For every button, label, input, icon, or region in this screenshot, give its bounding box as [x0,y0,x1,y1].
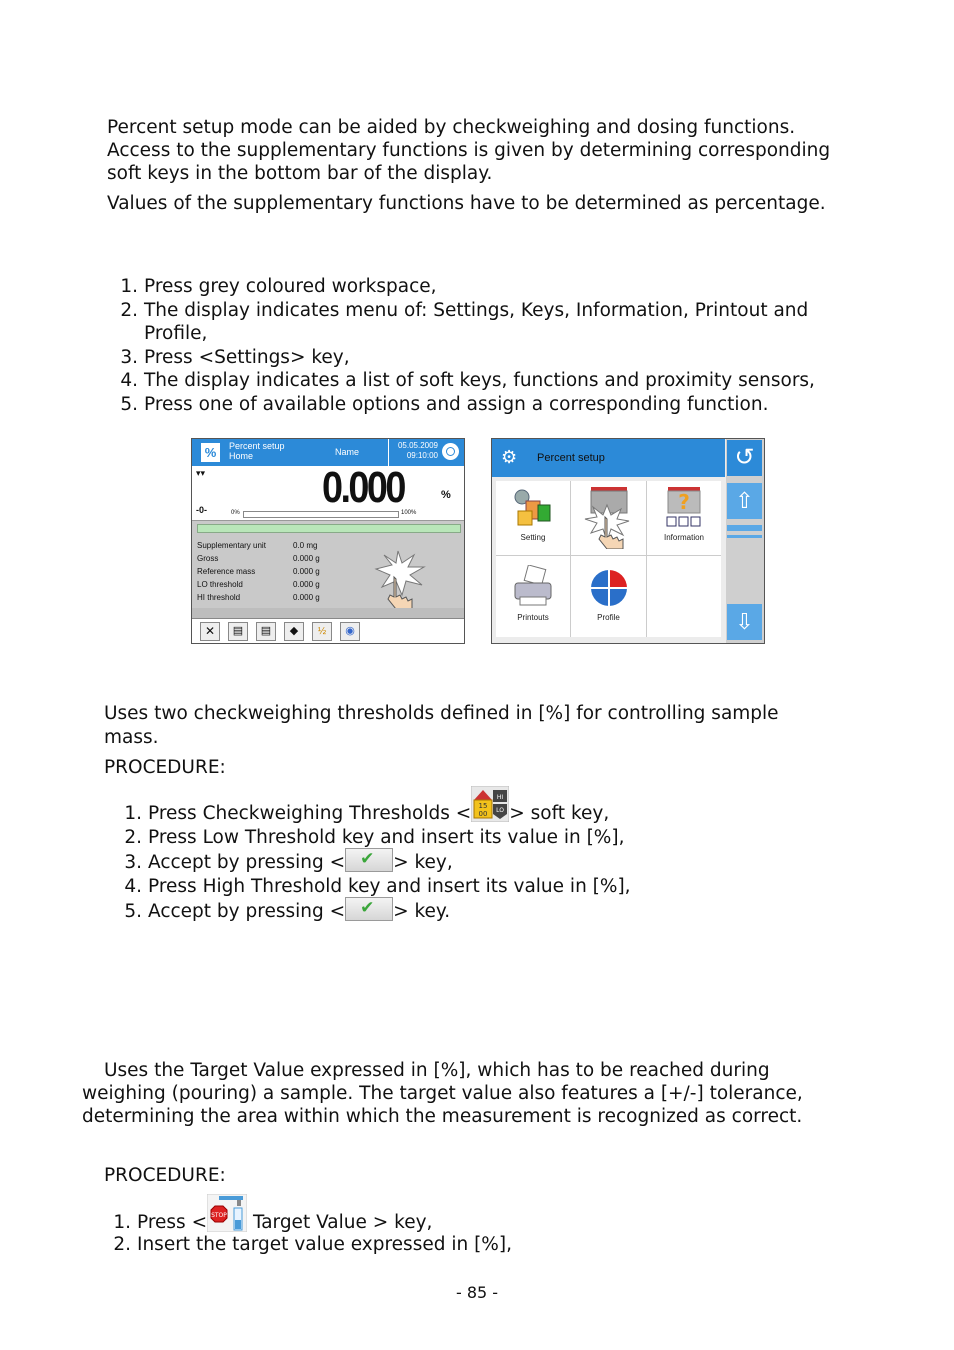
list-item: 1. Press Checkweighing Thresholds < 15 00 HI LO > soft key, [148,785,631,825]
svg-text:LO: LO [496,807,505,814]
menu-item-profile[interactable] [571,565,646,622]
setting-icon [510,485,556,531]
intro-line: Values of the supplementary functions have to be determined as percentage. [107,193,826,214]
page-number: - 85 - [455,1283,499,1302]
reference-icon[interactable]: ▤ [256,622,276,641]
information-icon [661,485,707,531]
target-value-icon [207,1194,247,1232]
list-item: 1. Press grey coloured workspace, [120,276,437,297]
info-label: LO threshold [197,580,243,589]
check-desc: Uses two checkweighing thresholds defined in [%] for controlling sample [104,703,779,724]
procedure-heading: PROCEDURE: [104,757,226,778]
info-label: Reference mass [197,567,256,576]
menu-nav-column [726,439,764,643]
back-arrow-icon[interactable]: ↺ [727,440,762,476]
check-desc: mass. [104,727,159,748]
database-icon[interactable]: ◉ [340,622,360,641]
info-label: Supplementary unit [197,541,266,550]
settings-tools-icon[interactable]: ✕ [200,622,220,641]
sub-label: Home [229,451,254,461]
info-value: 0.000 g [293,580,320,589]
list-item: 3. Press <Settings> key, [120,346,350,368]
menu-item-setting[interactable] [496,485,570,542]
scroll-up-icon[interactable]: ⇧ [727,483,762,519]
menu-screen-image [491,438,765,644]
info-value: 0.000 g [293,593,320,602]
list-item: Profile, [144,323,208,344]
intro-line: Access to the supplementary functions is given by determining corresponding [107,140,831,161]
settings-steps-list [120,275,815,416]
screen-header [192,439,464,466]
menu-header [492,439,725,477]
menu-item-label: Profile [597,613,620,622]
mode-label: Percent setup [229,441,285,451]
menu-item-label: Printouts [517,613,549,622]
percent-bargraph [243,511,399,518]
list-item: 5. Press one of available options and assign a corresponding function. [120,393,769,415]
stability-icon: ▾▾ [196,468,206,478]
scrollbar-handle[interactable] [727,525,762,531]
list-item: 2. Insert the target value expressed in [%], [113,1234,512,1255]
info-label: HI threshold [197,593,241,602]
info-label: Gross [197,554,219,563]
list-item: 3. Accept by pressing < ✔ > key, [124,849,453,873]
softkey-bar [192,618,464,644]
target-steps-list [113,1191,512,1257]
svg-text:STOP: STOP [211,1212,227,1219]
svg-text:?: ? [678,490,690,514]
procedure-heading: PROCEDURE: [104,1165,226,1186]
list-item: 5. Accept by pressing < ✔ > key. [124,898,451,922]
menu-grid [496,481,721,637]
zero-indicator: -0- [196,505,207,515]
list-item: 2. The display indicates menu of: Settings, Keys, Information, Printout and [120,299,809,321]
gear-icon: ⚙ [501,447,518,467]
svg-text:15: 15 [478,802,488,810]
package-icon[interactable]: ◆ [284,622,304,641]
profile-icon [586,565,632,611]
checkweighing-thresholds-icon [471,786,509,822]
list-item: 4. Press High Threshold key and insert its value in [%], [124,876,631,897]
target-desc: determining the area within which the measurement is recognized as correct. [82,1106,803,1127]
menu-item-label: Setting [520,533,546,542]
home-screen-image [191,438,465,644]
intro-line: Percent setup mode can be aided by checkweighing and dosing functions. [107,117,796,138]
date-label: 05.05.2009 [397,441,438,450]
check-steps-list [124,785,631,923]
target-desc: weighing (pouring) a sample. The target value also features a [+/-] tolerance, [82,1083,803,1104]
unit-label: % [441,489,451,501]
printer-icon [510,565,556,611]
target-desc: Uses the Target Value expressed in [%], which has to be reached during [104,1060,770,1081]
svg-text:00: 00 [478,810,488,818]
level-icon [442,443,459,460]
weight-reading: 0.000 [322,463,404,512]
menu-item-label: Information [663,533,705,542]
grey-workspace[interactable] [192,521,464,608]
info-value: 0.000 g [293,567,320,576]
scroll-down-icon[interactable]: ⇩ [727,604,762,640]
menu-title: Percent setup [537,452,605,464]
tare-icon[interactable]: ▤ [228,622,248,641]
svg-text:HI: HI [497,794,504,801]
info-value: 0.0 mg [293,541,318,550]
bar-max-label: 100% [401,510,417,516]
time-label: 09:10:00 [406,451,438,460]
bar-min-label: 0% [231,510,240,516]
accept-check-icon: ✔ [345,848,393,872]
intro-line: soft keys in the bottom bar of the display. [107,163,493,184]
accept-check-icon: ✔ [345,897,393,921]
list-item: 4. The display indicates a list of soft keys, functions and proximity sensors, [120,370,815,391]
percent-icon: % [201,443,220,462]
menu-item-information[interactable] [647,485,721,542]
info-value: 0.000 g [293,554,320,563]
percent-key-icon[interactable]: ½ [312,622,332,641]
menu-item-printouts[interactable] [496,565,570,622]
list-item: 2. Press Low Threshold key and insert its value in [%], [124,827,625,848]
list-item: 1. Press < STOP Target Value > key, [137,1191,512,1233]
hand-pointer-icon [374,549,432,611]
user-name: Name [335,447,360,457]
menu-item-keys[interactable] [571,485,646,551]
keys-icon [581,485,637,549]
